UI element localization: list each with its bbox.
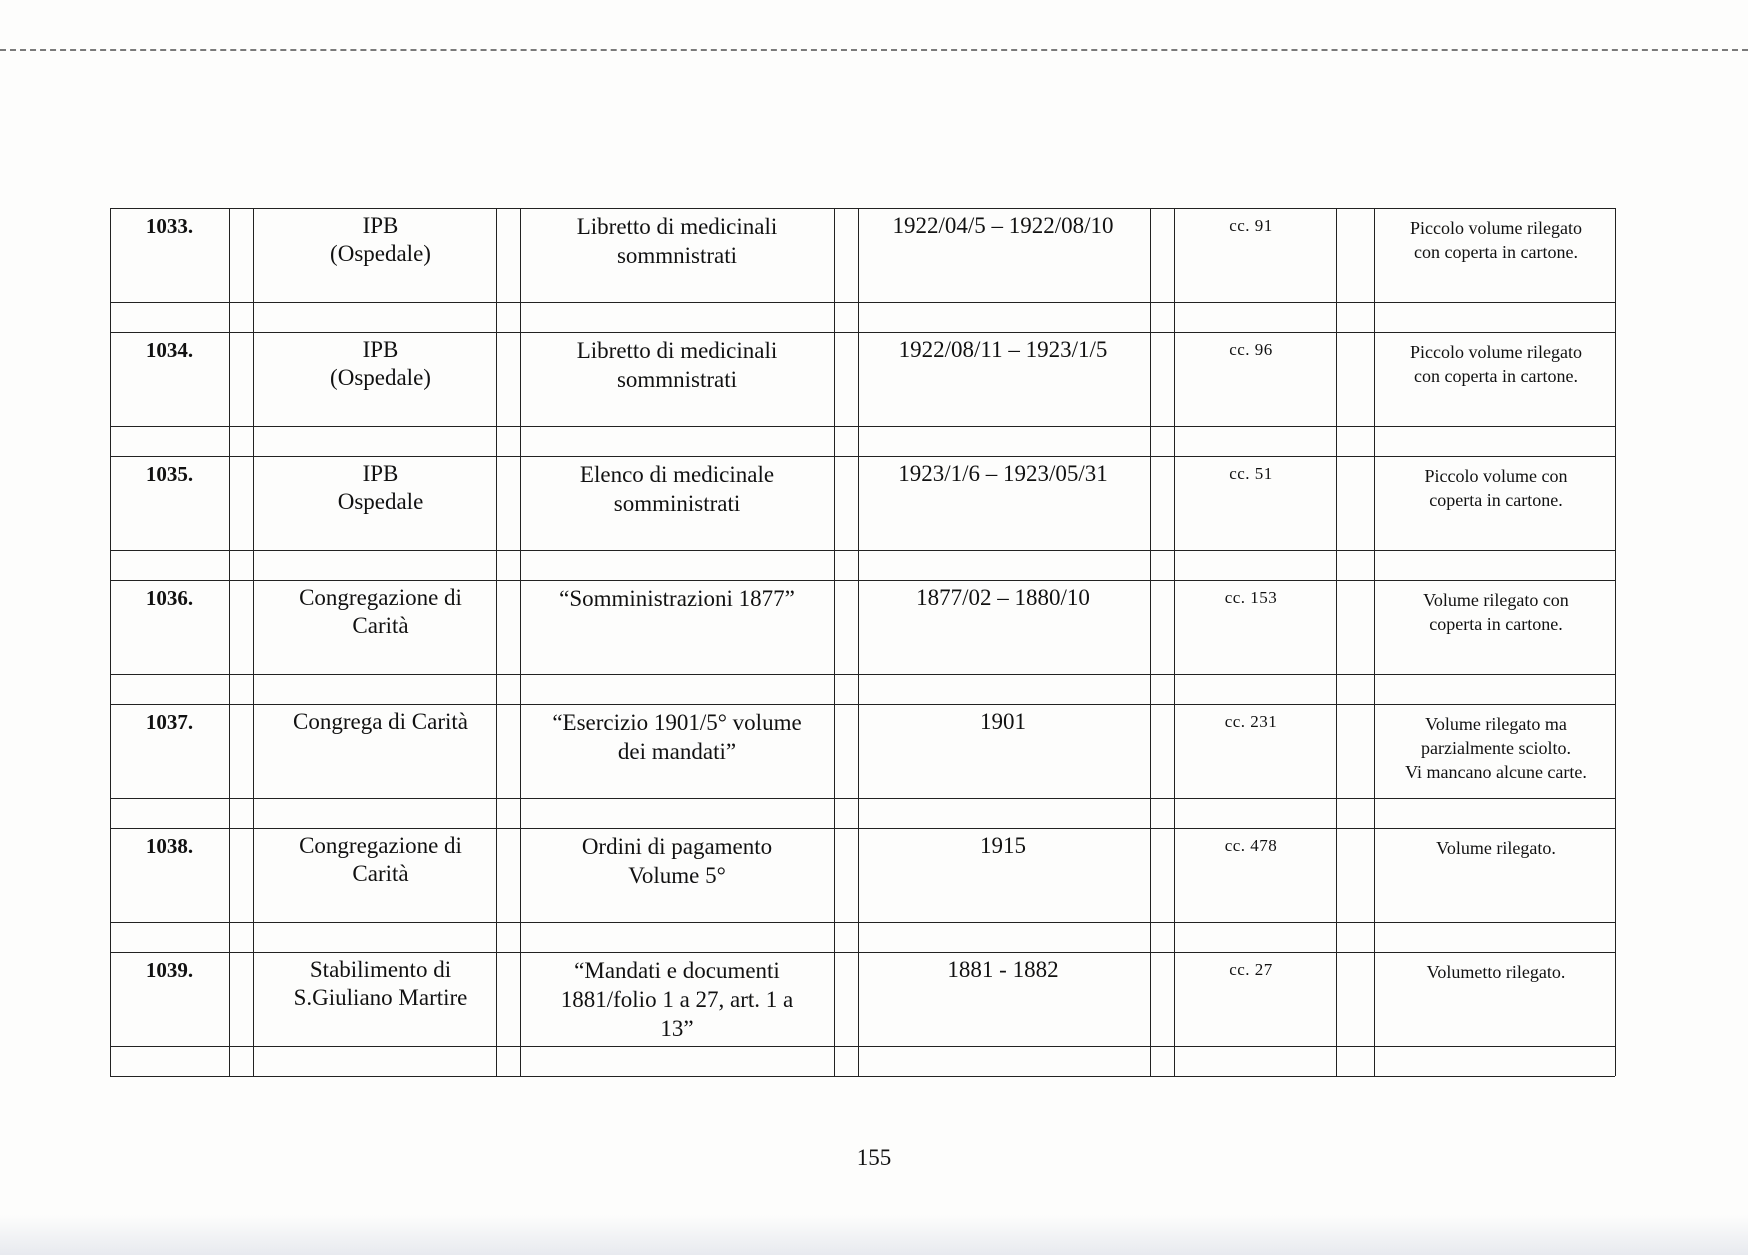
column-rule: [520, 208, 521, 332]
page-number: 155: [856, 1145, 892, 1170]
record-title: [522, 212, 832, 270]
record-sheet-count: cc. 96: [1229, 340, 1273, 359]
table-row: [110, 456, 1615, 580]
note-line: coperta in cartone.: [1429, 490, 1563, 510]
note-line: Piccolo volume rilegato: [1410, 218, 1582, 238]
entity-line: Ospedale: [337, 489, 424, 514]
column-rule: [229, 580, 230, 704]
title-line: somministrati: [613, 491, 741, 516]
entity-line: (Ospedale): [330, 365, 431, 390]
column-rule: [1615, 208, 1616, 332]
record-number: 1034.: [145, 338, 194, 362]
column-rule: [1336, 208, 1337, 332]
column-rule: [253, 704, 254, 828]
entity-line: IPB: [362, 461, 399, 486]
title-line: 1881/folio 1 a 27, art. 1 a: [560, 987, 794, 1012]
entity-line: Congrega di Carità: [292, 709, 468, 734]
record-dates: 1881 - 1882: [947, 957, 1059, 982]
table-row: [110, 828, 1615, 952]
top-dashed-rule: [0, 49, 1748, 51]
column-rule: [1150, 208, 1151, 332]
row-rule: [110, 798, 1615, 799]
title-line: “Mandati e documenti: [574, 958, 780, 983]
column-rule: [520, 332, 521, 456]
note-line: Piccolo volume con: [1424, 466, 1568, 486]
row-rule: [110, 828, 1615, 829]
row-rule: [110, 674, 1615, 675]
record-notes: [1378, 340, 1614, 388]
column-rule: [1150, 952, 1151, 1076]
column-rule: [253, 580, 254, 704]
column-rule: [1174, 208, 1175, 332]
record-notes: [1378, 712, 1614, 784]
column-rule: [1174, 704, 1175, 828]
record-sheet-count: cc. 153: [1224, 588, 1278, 607]
record-title: [522, 336, 832, 394]
record-entity: [257, 460, 504, 516]
record-title: [522, 708, 832, 766]
note-line: Volume rilegato con: [1423, 590, 1569, 610]
column-rule: [1615, 952, 1616, 1076]
entity-line: Carità: [352, 613, 409, 638]
record-title: [522, 832, 832, 890]
record-dates: 1922/08/11 – 1923/1/5: [898, 337, 1108, 362]
note-line: Volume rilegato ma: [1425, 714, 1567, 734]
row-rule: [110, 550, 1615, 551]
record-entity: [257, 336, 504, 392]
record-dates: 1922/04/5 – 1922/08/10: [892, 213, 1114, 238]
column-rule: [834, 208, 835, 332]
record-sheet-count: cc. 91: [1229, 216, 1273, 235]
entity-line: IPB: [362, 213, 399, 238]
column-rule: [520, 456, 521, 580]
column-rule: [1374, 332, 1375, 456]
column-rule: [1336, 704, 1337, 828]
column-rule: [253, 332, 254, 456]
record-notes: [1378, 836, 1614, 860]
record-title: [522, 956, 832, 1043]
column-rule: [834, 580, 835, 704]
record-sheet-count: cc. 51: [1229, 464, 1273, 483]
record-entity: [257, 956, 504, 1012]
column-rule: [1374, 580, 1375, 704]
note-line: coperta in cartone.: [1429, 614, 1563, 634]
note-line: con coperta in cartone.: [1414, 366, 1578, 386]
record-number: 1033.: [145, 214, 194, 238]
entity-line: IPB: [362, 337, 399, 362]
row-rule: [110, 208, 1615, 209]
record-entity: [257, 584, 504, 640]
record-number: 1038.: [145, 834, 194, 858]
record-number: 1035.: [145, 462, 194, 486]
column-rule: [834, 332, 835, 456]
column-rule: [1374, 456, 1375, 580]
note-line: Vi mancano alcune carte.: [1405, 762, 1587, 782]
column-rule: [229, 332, 230, 456]
note-line: con coperta in cartone.: [1414, 242, 1578, 262]
record-dates: 1915: [980, 833, 1026, 858]
column-rule: [1374, 828, 1375, 952]
record-number: 1039.: [145, 958, 194, 982]
title-line: sommnistrati: [616, 367, 738, 392]
row-rule: [110, 704, 1615, 705]
row-rule: [110, 332, 1615, 333]
record-sheet-count: cc. 478: [1224, 836, 1278, 855]
record-title: [522, 460, 832, 518]
column-rule: [1336, 580, 1337, 704]
column-rule: [1150, 828, 1151, 952]
column-rule: [253, 828, 254, 952]
note-line: Volume rilegato.: [1436, 838, 1556, 858]
column-rule: [1615, 704, 1616, 828]
table-row: [110, 704, 1615, 828]
column-rule: [1374, 208, 1375, 332]
column-rule: [229, 456, 230, 580]
title-line: Volume 5°: [628, 863, 726, 888]
entity-line: S.Giuliano Martire: [293, 985, 468, 1010]
title-line: Libretto di medicinali: [576, 214, 778, 239]
column-rule: [1174, 952, 1175, 1076]
row-rule: [110, 426, 1615, 427]
title-line: Ordini di pagamento: [581, 834, 773, 859]
column-rule: [520, 704, 521, 828]
row-rule: [110, 456, 1615, 457]
column-rule: [229, 952, 230, 1076]
column-rule: [1150, 580, 1151, 704]
row-rule: [110, 1046, 1615, 1047]
record-entity: [257, 212, 504, 268]
scan-edge-shadow: [0, 1215, 1748, 1255]
record-number: 1037.: [145, 710, 194, 734]
note-line: parzialmente sciolto.: [1421, 738, 1571, 758]
record-notes: [1378, 588, 1614, 636]
column-rule: [834, 952, 835, 1076]
column-rule: [1374, 704, 1375, 828]
row-rule: [110, 1076, 1615, 1077]
title-line: dei mandati”: [617, 739, 737, 764]
record-sheet-count: cc. 27: [1229, 960, 1273, 979]
row-rule: [110, 580, 1615, 581]
table-row: [110, 208, 1615, 332]
record-title: [522, 584, 832, 613]
column-rule: [229, 704, 230, 828]
column-rule: [520, 828, 521, 952]
title-line: “Somministrazioni 1877”: [559, 586, 795, 611]
row-rule: [110, 922, 1615, 923]
column-rule: [1615, 456, 1616, 580]
record-notes: [1378, 464, 1614, 512]
archive-inventory-table: [110, 208, 1615, 1076]
column-rule: [834, 828, 835, 952]
column-rule: [229, 828, 230, 952]
table-row: [110, 580, 1615, 704]
record-entity: [257, 832, 504, 888]
record-dates: 1923/1/6 – 1923/05/31: [898, 461, 1108, 486]
column-rule: [1174, 456, 1175, 580]
column-rule: [229, 208, 230, 332]
entity-line: Congregazione di: [299, 585, 462, 610]
column-rule: [253, 456, 254, 580]
entity-line: Carità: [352, 861, 409, 886]
entity-line: (Ospedale): [330, 241, 431, 266]
note-line: Piccolo volume rilegato: [1410, 342, 1582, 362]
column-rule: [1615, 580, 1616, 704]
column-rule: [1150, 332, 1151, 456]
row-rule: [110, 302, 1615, 303]
column-rule: [1615, 828, 1616, 952]
record-sheet-count: cc. 231: [1224, 712, 1278, 731]
record-dates: 1901: [980, 709, 1026, 734]
row-rule: [110, 952, 1615, 953]
title-line: Elenco di medicinale: [579, 462, 775, 487]
column-rule: [1336, 456, 1337, 580]
record-dates: 1877/02 – 1880/10: [916, 585, 1090, 610]
title-line: “Esercizio 1901/5° volume: [552, 710, 802, 735]
record-notes: [1378, 960, 1614, 984]
column-rule: [1174, 332, 1175, 456]
table-row: [110, 952, 1615, 1076]
column-rule: [1374, 952, 1375, 1076]
record-entity: [257, 708, 504, 736]
column-rule: [1336, 952, 1337, 1076]
note-line: Volumetto rilegato.: [1426, 962, 1566, 982]
title-line: Libretto di medicinali: [576, 338, 778, 363]
column-rule: [253, 952, 254, 1076]
record-number: 1036.: [145, 586, 194, 610]
column-rule: [834, 704, 835, 828]
column-rule: [1336, 332, 1337, 456]
column-rule: [1336, 828, 1337, 952]
column-rule: [1174, 580, 1175, 704]
column-rule: [1150, 456, 1151, 580]
entity-line: Congregazione di: [299, 833, 462, 858]
title-line: 13”: [660, 1016, 694, 1041]
column-rule: [1615, 332, 1616, 456]
entity-line: Stabilimento di: [309, 957, 452, 982]
column-rule: [1150, 704, 1151, 828]
column-rule: [520, 952, 521, 1076]
record-notes: [1378, 216, 1614, 264]
column-rule: [253, 208, 254, 332]
column-rule: [520, 580, 521, 704]
title-line: sommnistrati: [616, 243, 738, 268]
table-row: [110, 332, 1615, 456]
column-rule: [1174, 828, 1175, 952]
column-rule: [834, 456, 835, 580]
